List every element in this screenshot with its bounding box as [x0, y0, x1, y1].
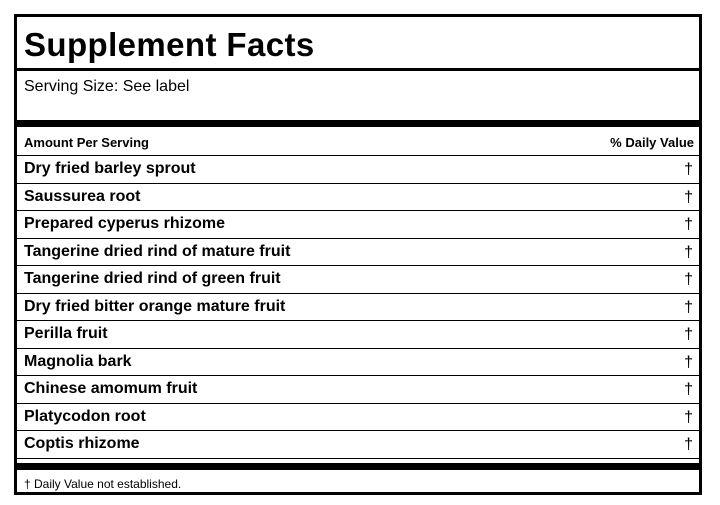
ingredient-row — [17, 293, 699, 321]
ingredient-row — [17, 238, 699, 266]
title-divider — [17, 68, 699, 71]
ingredient-row — [17, 320, 699, 348]
ingredient-row — [17, 155, 699, 183]
thick-divider-bottom — [17, 463, 699, 470]
ingredient-list — [17, 155, 699, 464]
ingredient-row — [17, 375, 699, 403]
panel-title: Supplement Facts — [24, 26, 315, 63]
ingredient-name: Chinese amomum fruit — [24, 380, 198, 397]
ingredient-daily-value: † — [684, 188, 693, 206]
ingredient-name: Coptis rhizome — [24, 435, 140, 452]
ingredient-name: Saussurea root — [24, 187, 141, 205]
ingredient-daily-value: † — [684, 436, 693, 453]
thick-divider-top — [17, 120, 699, 127]
ingredient-row — [17, 348, 699, 376]
ingredient-daily-value: † — [684, 271, 693, 288]
ingredient-name: Tangerine dried rind of green fruit — [24, 270, 281, 287]
ingredient-row — [17, 265, 699, 293]
ingredient-name: Tangerine dried rind of mature fruit — [24, 242, 291, 260]
ingredient-daily-value: † — [684, 353, 693, 371]
ingredient-daily-value: † — [684, 161, 693, 178]
ingredient-daily-value: † — [684, 381, 693, 398]
ingredient-row — [17, 210, 699, 238]
ingredient-daily-value: † — [684, 216, 693, 233]
table-header — [17, 131, 699, 155]
ingredient-daily-value: † — [684, 326, 693, 343]
ingredient-daily-value: † — [684, 298, 693, 316]
ingredient-row — [17, 403, 699, 431]
ingredient-daily-value: † — [684, 408, 693, 426]
daily-value-footnote: † Daily Value not established. — [24, 477, 182, 491]
daily-value-label: % Daily Value — [610, 135, 694, 150]
ingredient-name: Perilla fruit — [24, 325, 108, 342]
ingredient-name: Dry fried barley sprout — [24, 160, 196, 177]
ingredient-row — [17, 430, 699, 458]
ingredient-daily-value: † — [684, 243, 693, 261]
ingredient-name: Platycodon root — [24, 407, 146, 425]
supplement-facts-panel — [14, 14, 702, 495]
ingredient-name: Magnolia bark — [24, 352, 132, 370]
ingredient-name: Dry fried bitter orange mature fruit — [24, 297, 286, 315]
ingredient-row — [17, 183, 699, 211]
serving-size: Serving Size: See label — [24, 78, 190, 95]
amount-per-serving-label: Amount Per Serving — [24, 135, 149, 150]
ingredient-name: Prepared cyperus rhizome — [24, 215, 225, 232]
